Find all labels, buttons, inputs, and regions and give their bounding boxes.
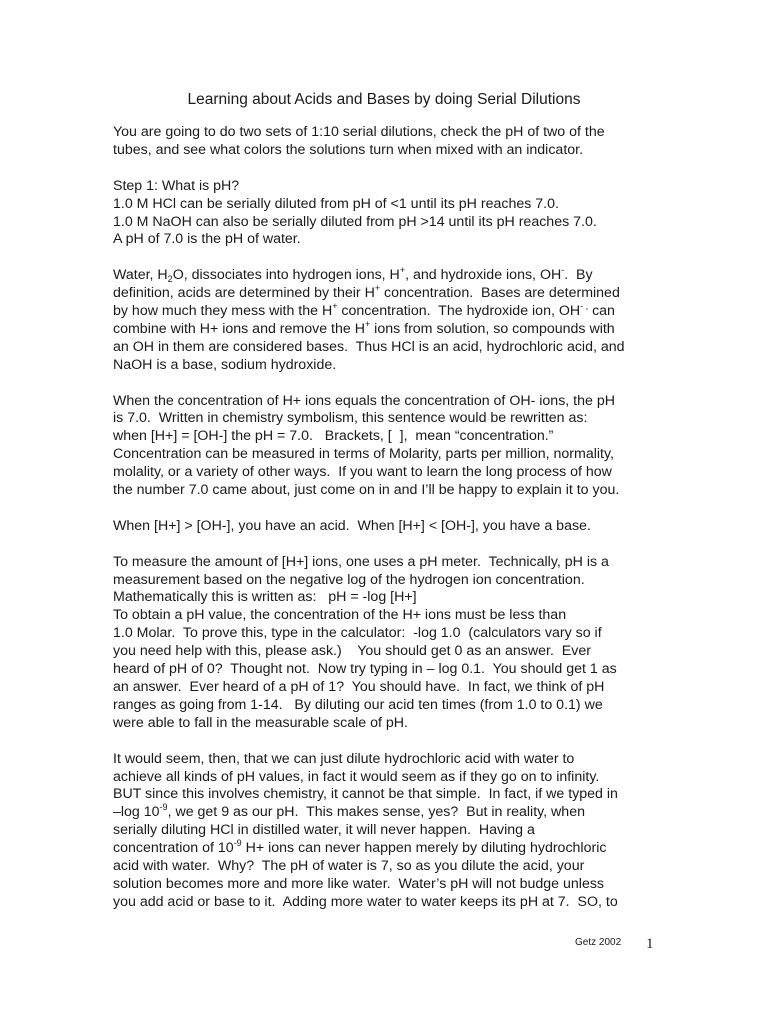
text-run: When the concentration of H+ ions equals the concentration of OH- ions, the pH xyxy=(113,392,615,409)
text-run: solution becomes more and more like water. Water’s pH will not budge unless xyxy=(113,875,605,892)
text-run: you need help with this, please ask.) You should get 0 as an answer. Ever xyxy=(113,643,591,660)
text-line xyxy=(113,214,658,232)
superscript: -9 xyxy=(233,838,242,849)
text-line xyxy=(113,428,658,446)
text-run: H+ ions can never happen merely by diluting hydrochloric xyxy=(241,840,607,857)
paragraph-gap xyxy=(113,160,658,178)
text-line xyxy=(113,786,658,804)
text-line xyxy=(113,607,658,625)
paragraph-gap xyxy=(113,375,658,393)
text-run: molality, or a variety of other ways. If you want to learn the long process of how xyxy=(113,464,612,481)
text-line xyxy=(113,339,658,357)
text-line xyxy=(113,482,658,500)
text-run: is 7.0. Written in chemistry symbolism, this sentence would be rewritten as: xyxy=(113,410,588,427)
text-line xyxy=(113,393,658,411)
text-line xyxy=(113,196,658,214)
text-run: combine with H+ ions and remove the H xyxy=(113,320,365,337)
superscript: - , xyxy=(580,301,589,312)
text-run: –log 10 xyxy=(113,804,160,821)
text-run: When [H+] > [OH-], you have an acid. When [H+] < [OH-], you have a base. xyxy=(113,517,591,534)
text-run: 1.0 M NaOH can also be serially diluted from pH >14 until its pH reaches 7.0. xyxy=(113,213,597,230)
text-run: can xyxy=(588,303,615,320)
text-run: Step 1: What is pH? xyxy=(113,177,240,194)
text-run: tubes, and see what colors the solutions turn when mixed with an indicator. xyxy=(113,141,584,158)
superscript: + xyxy=(399,265,406,276)
text-line xyxy=(113,357,658,375)
paragraph xyxy=(113,267,658,374)
superscript: + xyxy=(374,283,381,294)
paragraph-gap xyxy=(113,733,658,751)
text-run: ions from solution, so compounds with xyxy=(370,320,615,337)
text-line xyxy=(113,840,658,858)
text-line xyxy=(113,124,658,142)
text-line xyxy=(113,822,658,840)
text-run: O, dissociates into hydrogen ions, H xyxy=(172,267,400,284)
paragraph xyxy=(113,751,658,912)
text-run: acid with water. Why? The pH of water is 7, so as you dilute the acid, your xyxy=(113,858,585,875)
subscript: 2 xyxy=(167,274,173,285)
paragraph-gap xyxy=(113,536,658,554)
text-run: measurement based on the negative log of the hydrogen ion concentration. xyxy=(113,571,585,588)
text-run: . By xyxy=(564,267,593,284)
text-line xyxy=(113,142,658,160)
text-line xyxy=(113,643,658,661)
text-line xyxy=(113,572,658,590)
paragraph xyxy=(113,554,658,733)
text-line xyxy=(113,410,658,428)
paragraph xyxy=(113,393,658,500)
page-number: 1 xyxy=(646,936,654,952)
text-line xyxy=(113,769,658,787)
text-run: Concentration can be measured in terms of Molarity, parts per million, normality, xyxy=(113,446,614,463)
text-line xyxy=(113,894,658,912)
superscript: -9 xyxy=(159,802,168,813)
text-run: NaOH is a base, sodium hydroxide. xyxy=(113,356,337,373)
text-line xyxy=(113,589,658,607)
text-run: the number 7.0 came about, just come on in and I’ll be happy to explain it to you. xyxy=(113,482,620,499)
text-line xyxy=(113,464,658,482)
text-run: were able to fall in the measurable scale of pH. xyxy=(113,714,408,731)
text-run: ranges as going from 1-14. By diluting our acid ten times (from 1.0 to 0.1) we xyxy=(113,696,603,713)
text-run: BUT since this involves chemistry, it cannot be that simple. In fact, if we typed in xyxy=(113,786,618,803)
text-run: definition, acids are determined by their H xyxy=(113,285,375,302)
text-run: , we get 9 as our pH. This makes sense, yes? But in reality, when xyxy=(167,804,585,821)
paragraph-gap xyxy=(113,500,658,518)
text-run: serially diluting HCl in distilled water, it will never happen. Having a xyxy=(113,822,535,839)
text-run: To obtain a pH value, the concentration of the H+ ions must be less than xyxy=(113,607,567,624)
page-title: Learning about Acids and Bases by doing Serial Dilutions xyxy=(187,91,581,108)
paragraph xyxy=(113,178,658,250)
text-line xyxy=(113,679,658,697)
text-line xyxy=(113,715,658,733)
text-line xyxy=(113,285,658,303)
text-run: 1.0 Molar. To prove this, type in the calculator: -log 1.0 (calculators vary so if xyxy=(113,625,602,642)
text-line xyxy=(113,446,658,464)
text-line xyxy=(113,858,658,876)
paragraph xyxy=(113,518,658,536)
text-run: you add acid or base to it. Adding more water to water keeps its pH at 7. SO, to xyxy=(113,893,618,910)
text-run: To measure the amount of [H+] ions, one uses a pH meter. Technically, pH is a xyxy=(113,553,609,570)
text-run: , and hydroxide ions, OH xyxy=(405,267,562,284)
text-run: an answer. Ever heard of a pH of 1? You should have. In fact, we think of pH xyxy=(113,679,605,696)
text-run: concentration. Bases are determined xyxy=(380,285,620,302)
text-line xyxy=(113,625,658,643)
footer-author-year: Getz 2002 xyxy=(575,937,622,948)
text-run: Water, H xyxy=(113,267,168,284)
text-line xyxy=(113,697,658,715)
text-run: concentration. The hydroxide ion, OH xyxy=(337,303,581,320)
paragraph-gap xyxy=(113,249,658,267)
text-run: 1.0 M HCl can be serially diluted from pH of <1 until its pH reaches 7.0. xyxy=(113,195,559,212)
text-run: A pH of 7.0 is the pH of water. xyxy=(113,231,301,248)
text-line xyxy=(113,318,658,339)
text-line xyxy=(113,303,658,321)
paragraph xyxy=(113,124,658,160)
text-line xyxy=(113,554,658,572)
superscript: + xyxy=(332,301,338,312)
text-line xyxy=(113,751,658,769)
superscript: - xyxy=(561,265,565,276)
text-line xyxy=(113,178,658,196)
text-run: by how much they mess with the H xyxy=(113,303,333,320)
text-line xyxy=(113,231,658,249)
text-run: achieve all kinds of pH values, in fact it would seem as if they go on to infinity. xyxy=(113,768,600,785)
text-run: You are going to do two sets of 1:10 serial dilutions, check the pH of two of the xyxy=(113,124,605,140)
text-line xyxy=(113,876,658,894)
text-run: concentration of 10 xyxy=(113,840,234,857)
text-line xyxy=(113,518,658,536)
text-run: when [H+] = [OH-] the pH = 7.0. Brackets, [ ], mean “concentration.” xyxy=(113,428,554,445)
superscript: + xyxy=(364,318,371,329)
text-run: heard of pH of 0? Thought not. Now try typing in – log 0.1. You should get 1 as xyxy=(113,661,617,678)
text-line xyxy=(113,661,658,679)
text-line xyxy=(113,804,658,822)
text-run: It would seem, then, that we can just dilute hydrochloric acid with water to xyxy=(113,750,575,767)
text-run: an OH in them are considered bases. Thus HCl is an acid, hydrochloric acid, and xyxy=(113,338,625,355)
text-run: Mathematically this is written as: pH = -log [H+] xyxy=(113,589,417,606)
text-line xyxy=(113,267,658,285)
document-body xyxy=(113,124,658,912)
